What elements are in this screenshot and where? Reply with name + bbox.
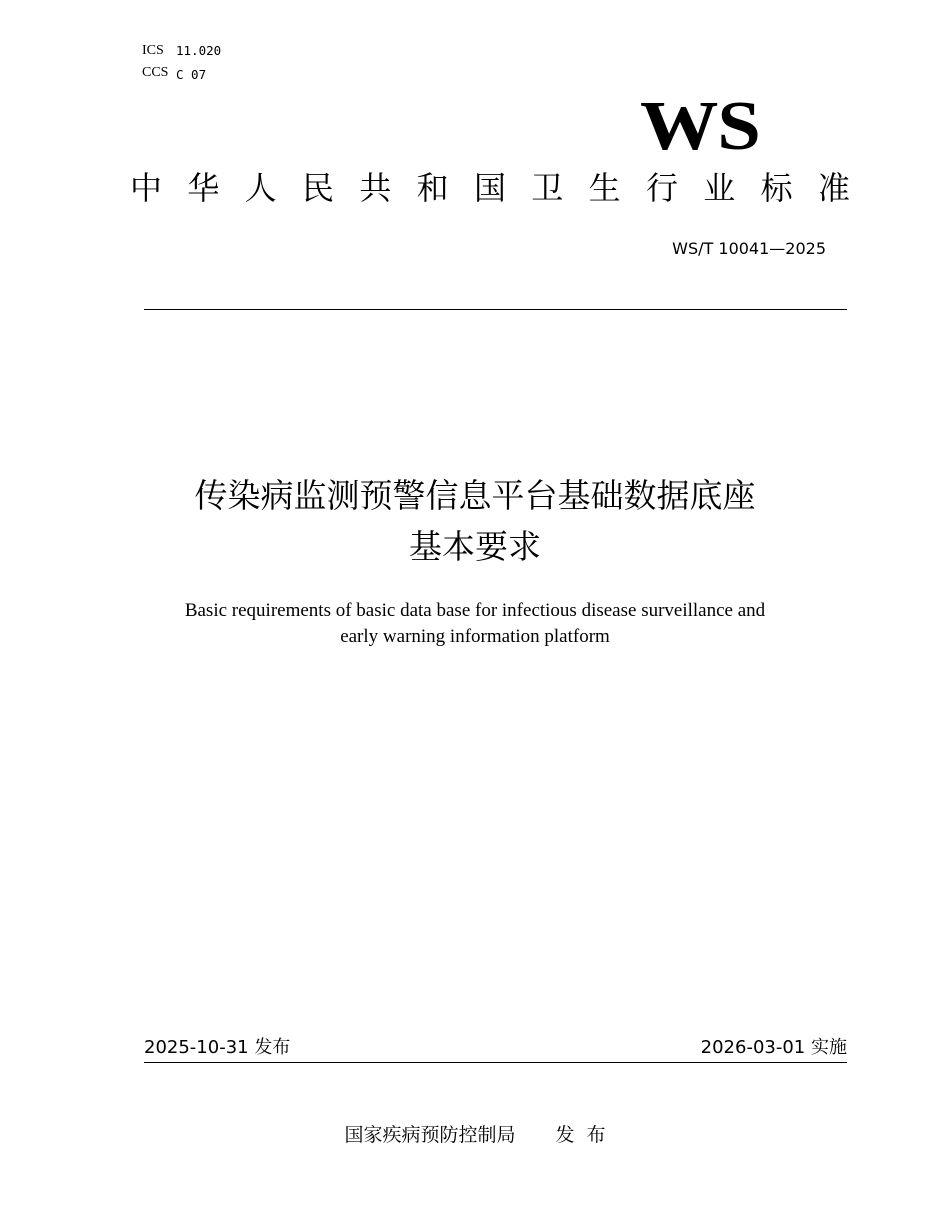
issue-date: 2025-10-31 [144, 1037, 249, 1058]
standard-number: WS/T 10041—2025 [672, 239, 826, 258]
ics-value: 11.020 [176, 43, 222, 58]
ccs-label: CCS [142, 65, 169, 80]
implement-date: 2026-03-01 [700, 1037, 806, 1058]
publisher-action: 发布 [555, 1124, 618, 1146]
issue-label: 发布 [254, 1037, 291, 1058]
organization-char: 业 [703, 169, 736, 207]
organization-char: 卫 [531, 169, 564, 207]
organization-char: 标 [760, 169, 793, 207]
implement-label: 实施 [811, 1037, 847, 1058]
title-en-line1: Basic requirements of basic data base for infectious disease surveillance and [184, 600, 766, 621]
organization-char: 生 [588, 169, 621, 207]
publisher-name: 国家疾病预防控制局 [344, 1124, 516, 1146]
issue-date-block [144, 1036, 290, 1060]
organization-char: 国 [473, 169, 506, 207]
organization-title [130, 168, 850, 208]
title-cn-line1: 传染病监测预警信息平台基础数据底座 [194, 476, 756, 515]
implement-date-block [701, 1036, 847, 1060]
publisher-line [0, 1122, 950, 1148]
ics-label: ICS [142, 43, 164, 58]
ws-logo: WS [640, 88, 760, 165]
title-en-line2: early warning information platform [340, 626, 610, 647]
organization-char: 共 [359, 169, 392, 207]
organization-char: 行 [645, 169, 678, 207]
organization-char: 中 [130, 169, 163, 207]
ccs-value: C 07 [176, 67, 207, 82]
organization-char: 人 [244, 169, 277, 207]
top-divider [144, 309, 847, 310]
title-cn-line2: 基本要求 [409, 527, 541, 566]
organization-char: 准 [817, 169, 850, 207]
bottom-divider [144, 1062, 847, 1063]
organization-char: 和 [416, 169, 449, 207]
organization-char: 民 [301, 169, 334, 207]
organization-char: 华 [187, 169, 220, 207]
